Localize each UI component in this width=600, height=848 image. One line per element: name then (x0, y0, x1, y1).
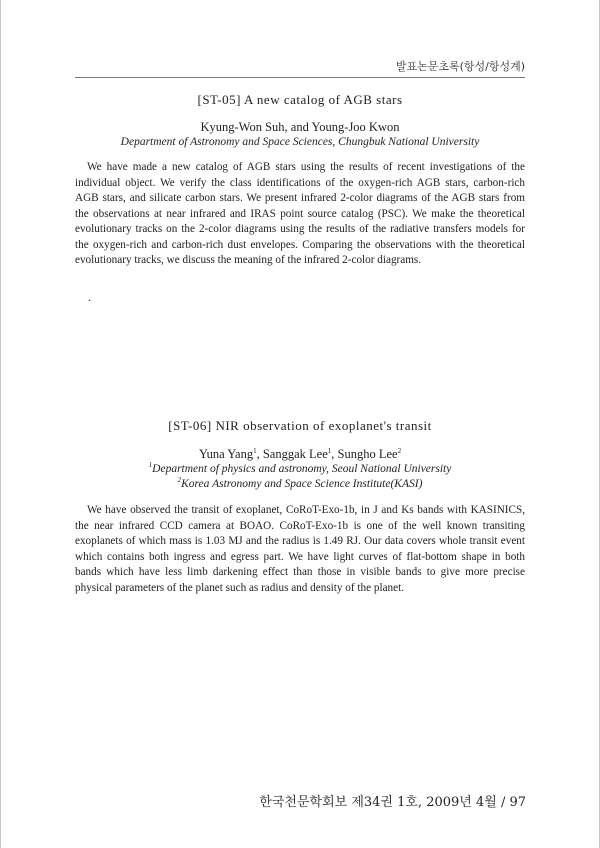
affil-mark: 1 (148, 461, 153, 470)
abstract-st05-authors-block (75, 120, 525, 150)
stray-mark: . (88, 290, 91, 304)
abstract-authors (75, 447, 525, 462)
abstract-st06-body-block (75, 503, 525, 596)
abstract-st05 (75, 92, 525, 108)
abstract-st06-authors-block (75, 447, 525, 492)
abstract-affiliation-2 (75, 477, 525, 492)
abstract-authors: Kyung-Won Suh, and Young-Joo Kwon (200, 120, 400, 134)
author-separator: , (331, 447, 338, 461)
abstract-title: [ST-06] NIR observation of exoplanet's transit (168, 418, 432, 433)
author-affil-mark: 2 (397, 446, 402, 455)
running-header: 발표논문초록(항성/항성계) (75, 58, 525, 78)
abstract-title: [ST-05] A new catalog of AGB stars (197, 92, 403, 107)
abstract-st05-body-block (75, 160, 525, 269)
author-affil-mark: 1 (327, 446, 332, 455)
abstract-affiliation-1 (75, 462, 525, 477)
author-name: Yuna Yang (198, 447, 254, 461)
affil-text: Department of physics and astronomy, Seoul National University (152, 463, 452, 475)
abstract-body: We have made a new catalog of AGB stars using the results of recent investigations of the individual object. We verify the class identifications of the oxygen-rich AGB stars, carbon-rich AGB stars, and silicate carbon stars. We present infrared 2-color diagrams of the AGB stars from the observations at near infrared and IRAS point source catalog (PSC). We make the theoretical evolutionary tracks on the 2-color diagrams using the results of the radiative transfers models for the oxygen-rich and carbon-rich dust envelopes. Comparing the observations with the theoretical evolutionary tracks, we discuss the meaning of the infrared 2-color diagrams. (75, 161, 525, 266)
author-name: Sanggak Lee (262, 447, 328, 461)
page-footer: 한국천문학회보 제34권 1호, 2009년 4월 / 97 (259, 795, 526, 810)
author-affil-mark: 1 (253, 446, 257, 455)
author-separator: , (256, 447, 263, 461)
affil-text: Korea Astronomy and Space Science Institute(KASI) (181, 478, 423, 490)
affil-mark: 2 (177, 476, 182, 485)
abstract-body: We have observed the transit of exoplanet, CoRoT-Exo-1b, in J and Ks bands with KASINICS, the near infrared CCD camera at BOAO. CoRoT-Exo-1b is one of the well known transiting exoplanets of which mass is 1.03 MJ and the radius is 1.49 RJ. Our data covers whole transit event which contains both ingress and egress part. We have light curves of flat-bottom shape in both bands which have less limb darkening effect than those in visible bands to give more precise physical parameters of the planet such as radius and density of the planet. (75, 504, 525, 594)
abstract-st06 (75, 418, 525, 434)
author-name: Sungho Lee (337, 447, 398, 461)
abstract-affiliation: Department of Astronomy and Space Sciences, Chungbuk National University (120, 136, 480, 148)
